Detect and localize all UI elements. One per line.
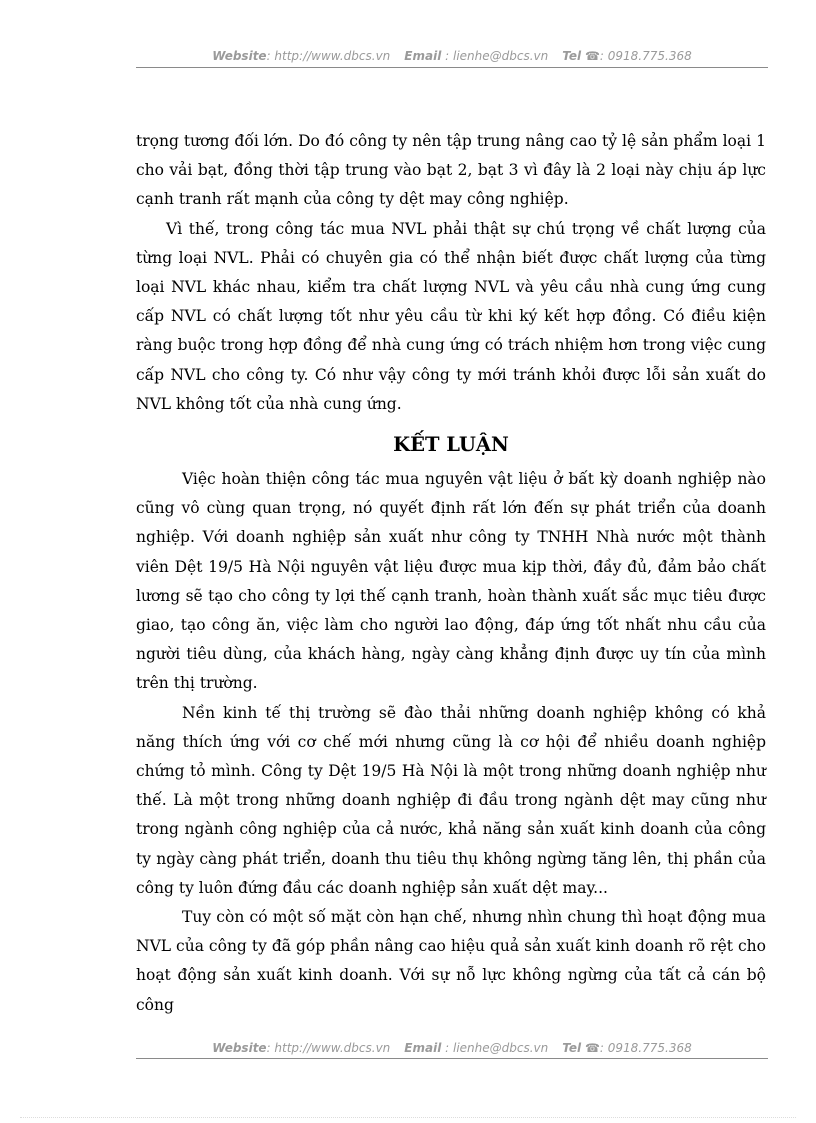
header-website-label: Website bbox=[212, 49, 267, 63]
page-header bbox=[136, 49, 768, 63]
paragraph-2: Vì thế, trong công tác mua NVL phải thật sự chú trọng về chất lượng của từng loại NVL. Phải có chuyên gia có thể nhận biết được chất lượng của từng loại NVL khác nhau, kiểm tra chất lượng NVL và yêu cầu nhà cung ứng cung cấp NVL có chất lượng tốt như yêu cầu từ khi ký kết hợp đồng. Có điều kiện ràng buộc trong hợp đồng để nhà cung ứng có trách nhiệm hơn trong việc cung cấp NVL cho công ty. Có như vậy công ty mới tránh khỏi được lỗi sản xuất do NVL không tốt của nhà cung ứng. bbox=[136, 219, 766, 413]
page-footer bbox=[136, 1041, 768, 1055]
header-tel-label: Tel bbox=[562, 49, 582, 63]
footer-email-link[interactable]: : lienhe@dbcs.vn bbox=[441, 1041, 549, 1055]
page-edge-divider bbox=[20, 1117, 796, 1118]
paragraph-5: Tuy còn có một số mặt còn hạn chế, nhưng nhìn chung thì hoạt động mua NVL của công ty đã góp phần nâng cao hiệu quả sản xuất kinh doanh rõ rệt cho hoạt động sản xuất kinh doanh. Với sự nỗ lực không ngừng của tất cả cán bộ công bbox=[136, 908, 766, 1014]
header-email-link[interactable]: : lienhe@dbcs.vn bbox=[441, 49, 549, 63]
document-body bbox=[136, 127, 766, 1020]
footer-tel-label: Tel bbox=[562, 1041, 582, 1055]
header-email-label: Email bbox=[404, 49, 442, 63]
footer-tel-value: : 0918.775.368 bbox=[599, 1041, 692, 1055]
footer-website-link[interactable]: : http://www.dbcs.vn bbox=[266, 1041, 391, 1055]
header-tel-value: : 0918.775.368 bbox=[599, 49, 692, 63]
paragraph-4: Nền kinh tế thị trường sẽ đào thải những doanh nghiệp không có khả năng thích ứng với cơ chế mới nhưng cũng là cơ hội để nhiều doanh nghiệp chứng tỏ mình. Công ty Dệt 19/5 Hà Nội là một trong những doanh nghiệp như thế. Là một trong những doanh nghiệp đi đầu trong ngành dệt may cũng như trong ngành công nghiệp của cả nước, khả năng sản xuất kinh doanh của công ty ngày càng phát triển, doanh thu tiêu thụ không ngừng tăng lên, thị phần của công ty luôn đứng đầu các doanh nghiệp sản xuất dệt may... bbox=[136, 703, 766, 897]
header-divider bbox=[136, 67, 768, 68]
phone-icon: ☎ bbox=[584, 1041, 600, 1055]
header-website-link[interactable]: : http://www.dbcs.vn bbox=[266, 49, 391, 63]
phone-icon: ☎ bbox=[584, 49, 600, 63]
footer-website-label: Website bbox=[212, 1041, 267, 1055]
footer-email-label: Email bbox=[404, 1041, 442, 1055]
section-heading: KẾT LUẬN bbox=[393, 433, 509, 457]
paragraph-1: trọng tương đối lớn. Do đó công ty nên tập trung nâng cao tỷ lệ sản phẩm loại 1 cho vải bạt, đồng thời tập trung vào bạt 2, bạt 3 vì đây là 2 loại này chịu áp lực cạnh tranh rất mạnh của công ty dệt may công nghiệp. bbox=[136, 132, 766, 209]
paragraph-3: Việc hoàn thiện công tác mua nguyên vật liệu ở bất kỳ doanh nghiệp nào cũng vô cùng quan trọng, nó quyết định rất lớn đến sự phát triển của doanh nghiệp. Với doanh nghiệp sản xuất như công ty TNHH Nhà nước một thành viên Dệt 19/5 Hà Nội nguyên vật liệu được mua kịp thời, đầy đủ, đảm bảo chất lương sẽ tạo cho công ty lợi thế cạnh tranh, hoàn thành xuất sắc mục tiêu được giao, tạo công ăn, việc làm cho người lao động, đáp ứng tốt nhất nhu cầu của người tiêu dùng, của khách hàng, ngày càng khẳng định được uy tín của mình trên thị trường. bbox=[136, 470, 766, 693]
footer-divider bbox=[136, 1058, 768, 1059]
